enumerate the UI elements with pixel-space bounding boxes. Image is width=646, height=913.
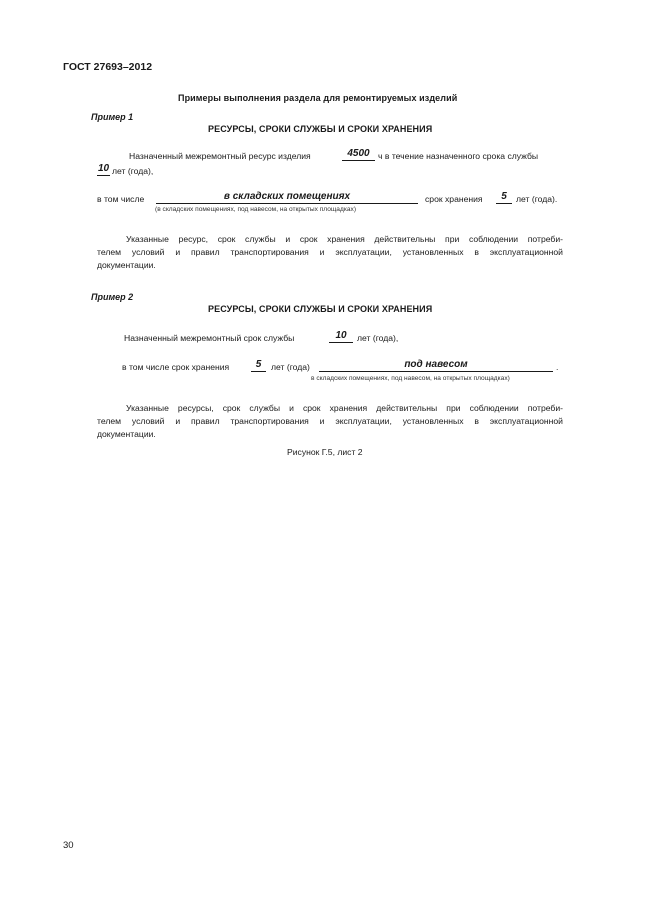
example-1-line3-text-b: срок хранения [425,194,483,204]
example-1-service-years: 10 [97,163,110,174]
example-1-line3-text-c: лет (года). [516,194,558,204]
example-1-line2-text: лет (года), [112,166,154,176]
example-2-storage-hint: в складских помещениях, под навесом, на открытых площадках) [311,375,510,382]
example-2-validity-paragraph [97,402,563,441]
example-1-para-line-1: Указанные ресурс, срок службы и срок хранения действительны при соблюдении потреби- [126,234,563,244]
example-1-line1-text-a: Назначенный межремонтный ресурс изделия [129,151,311,161]
example-2-label: Пример 2 [91,292,134,302]
example-2-line2-text-a: в том числе срок хранения [122,362,230,372]
example-2-line1-text-b: лет (года), [357,333,399,343]
example-1-title: РЕСУРСЫ, СРОКИ СЛУЖБЫ И СРОКИ ХРАНЕНИЯ [208,124,433,134]
example-2-title: РЕСУРСЫ, СРОКИ СЛУЖБЫ И СРОКИ ХРАНЕНИЯ [208,304,433,314]
example-1-storage-years: 5 [496,191,512,204]
example-1-para-line-2: телем условий и правил транспортирования и эксплуатации, установленных в эксплуатационной [97,247,563,257]
page-number: 30 [63,840,74,851]
example-2-line1-text-a: Назначенный межремонтный срок службы [124,333,295,343]
example-1-storage-place: в складских помещениях [156,191,418,204]
example-2-storage-years: 5 [251,359,266,372]
example-1-para-line-3: документации. [97,260,156,270]
example-2-service-years: 10 [329,330,353,343]
example-1-line3-text-a: в том числе [97,194,145,204]
section-title: Примеры выполнения раздела для ремонтируемых изделий [178,93,458,103]
example-1-storage-hint: (в складских помещениях, под навесом, на открытых площадках) [155,206,357,213]
example-2-line2-end: . [556,362,559,372]
example-2-para-line-2: телем условий и правил транспортирования и эксплуатации, установленных в эксплуатационной [97,416,563,426]
example-1-line1-text-b: ч в течение назначенного срока службы [378,151,539,161]
figure-caption: Рисунок Г.5, лист 2 [287,447,363,457]
document-header: ГОСТ 27693–2012 [63,61,153,73]
example-2-para-line-1: Указанные ресурсы, срок службы и срок хранения действительны при соблюдении потреби- [126,403,563,413]
example-1-validity-paragraph [97,233,563,272]
example-2-line2-text-b: лет (года) [271,362,310,372]
example-2-storage-place: под навесом [319,359,553,372]
example-2-para-line-3: документации. [97,429,156,439]
example-1-label: Пример 1 [91,112,134,122]
example-1-resource-value: 4500 [342,148,375,161]
